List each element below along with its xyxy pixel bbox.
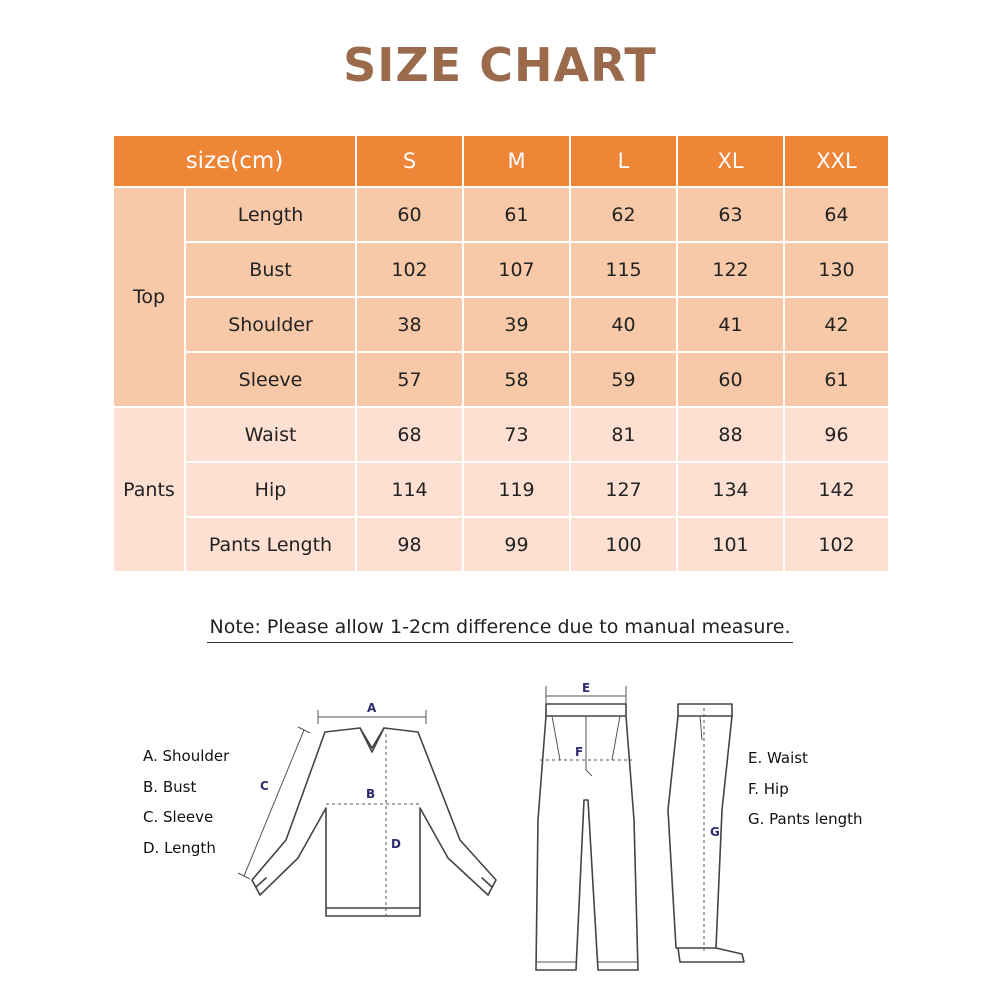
pants-side-illustration [660, 700, 760, 970]
legend-item: G. Pants length [748, 810, 863, 828]
table-cell: 42 [784, 297, 889, 352]
table-cell: 41 [677, 297, 784, 352]
table-cell: 101 [677, 517, 784, 572]
table-cell: 114 [356, 462, 463, 517]
table-cell: 99 [463, 517, 570, 572]
table-cell: 102 [356, 242, 463, 297]
label-e: E [582, 681, 591, 695]
table-row [113, 462, 889, 517]
row-label: Hip [185, 462, 356, 517]
label-c: C [260, 779, 269, 793]
table-cell: 127 [570, 462, 677, 517]
table-cell: 61 [463, 187, 570, 242]
group-label-top: Top [113, 187, 185, 407]
row-label: Sleeve [185, 352, 356, 407]
table-cell: 142 [784, 462, 889, 517]
pants-front-illustration [530, 680, 650, 980]
table-row [113, 407, 889, 462]
table-cell: 38 [356, 297, 463, 352]
pants-legend [748, 743, 863, 835]
table-cell: 61 [784, 352, 889, 407]
table-cell: 62 [570, 187, 677, 242]
table-header-row [113, 135, 889, 187]
label-d: D [391, 837, 401, 851]
row-label: Pants Length [185, 517, 356, 572]
table-cell: 96 [784, 407, 889, 462]
legend-item: C. Sleeve [143, 808, 214, 826]
table-row [113, 517, 889, 572]
group-label-pants: Pants [113, 407, 185, 572]
table-row [113, 242, 889, 297]
table-cell: 60 [677, 352, 784, 407]
table-cell: 58 [463, 352, 570, 407]
size-header-m: M [463, 135, 570, 187]
label-f: F [575, 745, 584, 759]
table-cell: 98 [356, 517, 463, 572]
table-cell: 107 [463, 242, 570, 297]
table-cell: 60 [356, 187, 463, 242]
size-header-xxl: XXL [784, 135, 889, 187]
size-header-s: S [356, 135, 463, 187]
size-unit-header: size(cm) [113, 135, 356, 187]
row-label: Waist [185, 407, 356, 462]
legend-item: D. Length [143, 838, 216, 857]
row-label: Bust [185, 242, 356, 297]
table-cell: 115 [570, 242, 677, 297]
table-cell: 57 [356, 352, 463, 407]
table-row [113, 352, 889, 407]
legend-item: B. Bust [143, 777, 197, 796]
label-a: A [367, 701, 377, 715]
table-cell: 119 [463, 462, 570, 517]
measurement-note [0, 616, 1000, 643]
size-header-l: L [570, 135, 677, 187]
table-cell: 68 [356, 407, 463, 462]
legend-item: E. Waist [748, 749, 808, 767]
table-cell: 40 [570, 297, 677, 352]
table-cell: 122 [677, 242, 784, 297]
legend-item: F. Hip [748, 779, 789, 798]
page-title: SIZE CHART [343, 38, 657, 92]
table-cell: 88 [677, 407, 784, 462]
table-cell: 100 [570, 517, 677, 572]
table-cell: 59 [570, 352, 677, 407]
row-label: Length [185, 187, 356, 242]
table-cell: 81 [570, 407, 677, 462]
table-cell: 63 [677, 187, 784, 242]
top-illustration [230, 690, 510, 940]
legend-item: A. Shoulder [143, 747, 230, 765]
table-cell: 64 [784, 187, 889, 242]
note-text: Note: Please allow 1-2cm difference due to manual measure. [207, 616, 792, 643]
size-table [112, 134, 890, 573]
table-cell: 130 [784, 242, 889, 297]
table-cell: 134 [677, 462, 784, 517]
table-row [113, 187, 889, 242]
table-cell: 39 [463, 297, 570, 352]
label-b: B [366, 787, 376, 801]
label-g: G [710, 825, 720, 839]
row-label: Shoulder [185, 297, 356, 352]
table-cell: 73 [463, 407, 570, 462]
table-row [113, 297, 889, 352]
size-header-xl: XL [677, 135, 784, 187]
table-cell: 102 [784, 517, 889, 572]
top-legend [143, 741, 229, 863]
